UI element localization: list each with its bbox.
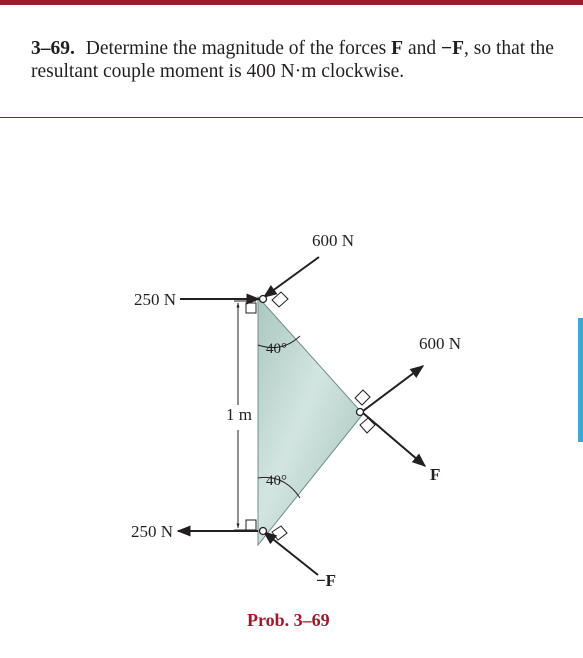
force-negF-symbol: −F [440, 38, 464, 59]
pin-right [357, 409, 364, 416]
label-250N-bottom: 250 N [131, 522, 174, 541]
problem-number: 3–69. [31, 38, 75, 59]
right-angle-marker-bottom-force [272, 526, 287, 540]
problem-text-and: and [403, 38, 441, 59]
label-F: F [430, 465, 441, 484]
force-arrow-F [363, 413, 425, 466]
label-250N-top: 250 N [134, 290, 177, 309]
pin-top [260, 296, 267, 303]
problem-text-part-2: , so that the resultant couple moment is 400 N·m clockwise. [31, 38, 554, 82]
label-negF: −F [316, 571, 337, 590]
right-angle-marker-top-left [246, 303, 256, 313]
problem-text-part-1: Determine the magnitude of the forces [80, 38, 392, 59]
label-600N-right: 600 N [419, 334, 462, 353]
force-F-symbol: F [391, 38, 404, 59]
pin-bottom [260, 528, 267, 535]
force-arrow-negF [264, 532, 318, 575]
right-angle-marker-bottom-left [246, 520, 256, 530]
triangular-plate [258, 297, 363, 545]
label-angle-top: 40° [266, 341, 287, 357]
label-1m: 1 m [226, 405, 252, 424]
force-arrow-600N-top [264, 257, 319, 297]
right-angle-marker-top-force [272, 292, 288, 307]
label-600N-top: 600 N [312, 231, 355, 250]
figure-caption: Prob. 3–69 [247, 610, 330, 630]
right-angle-marker-right-upper [355, 390, 370, 405]
force-arrow-600N-right [363, 366, 423, 411]
label-angle-bottom: 40° [266, 473, 287, 489]
